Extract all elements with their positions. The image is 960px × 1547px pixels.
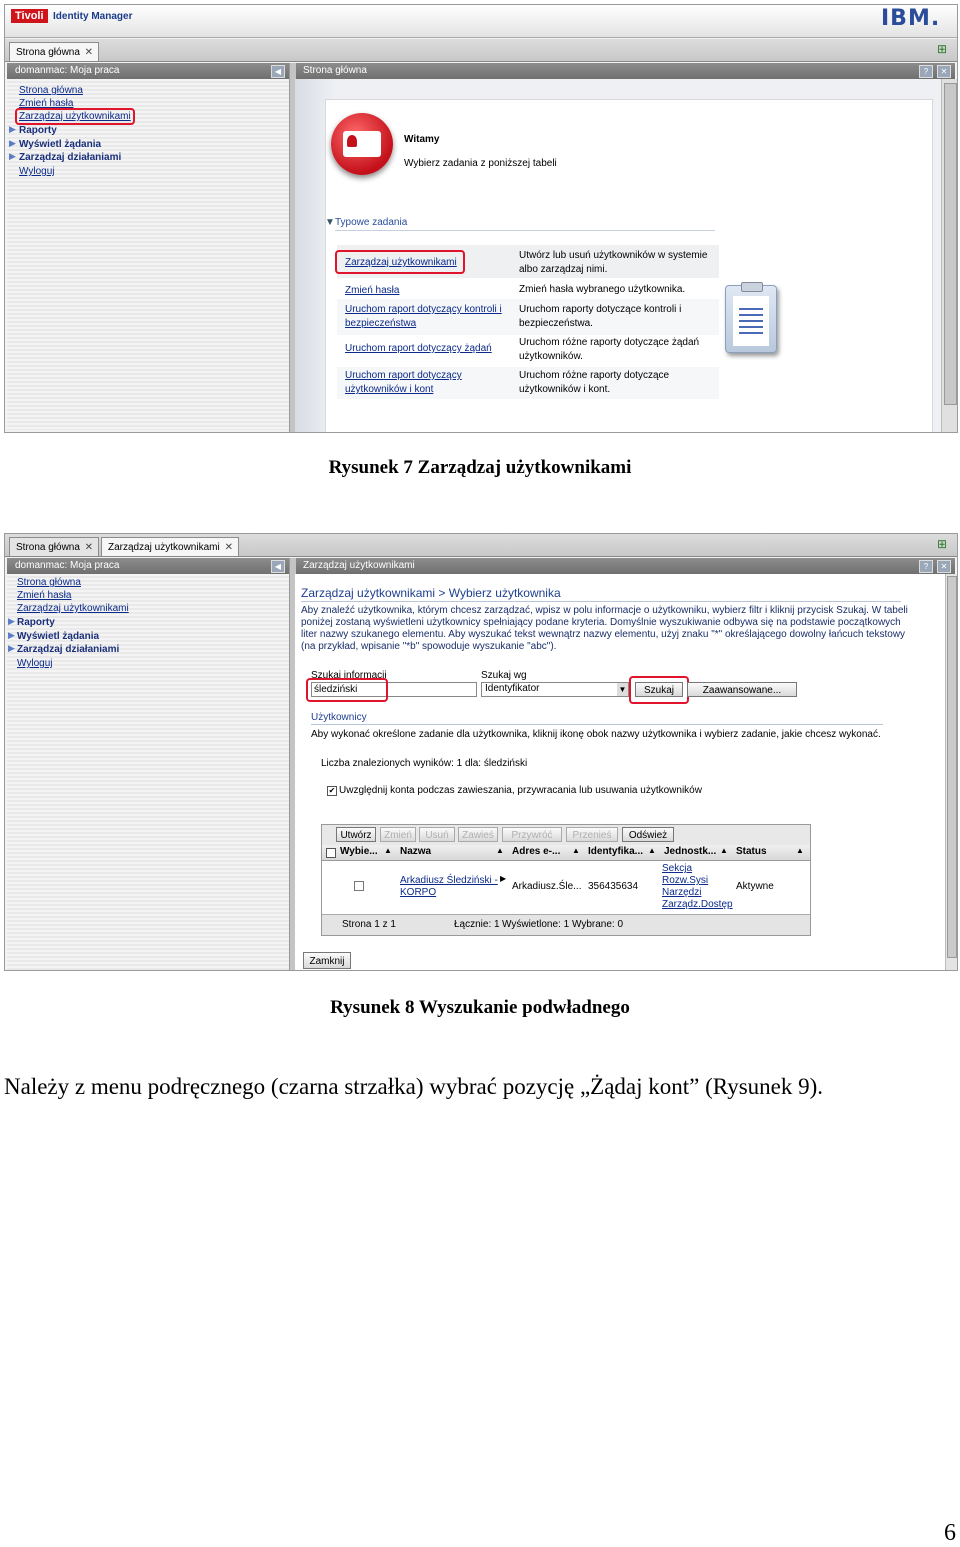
welcome-title: Witamy xyxy=(404,134,440,145)
results-count: Liczba znalezionych wyników: 1 dla: śledziński xyxy=(321,758,528,769)
task-link-change-password[interactable]: Zmień hasła xyxy=(345,285,400,296)
tivoli-badge: Tivoli xyxy=(11,9,48,23)
clipboard-icon xyxy=(725,285,777,353)
user-card-icon xyxy=(331,113,393,175)
collapse-icon[interactable]: ◀ xyxy=(271,560,285,573)
close-icon[interactable]: ✕ xyxy=(937,560,951,573)
column-header[interactable]: Nazwa xyxy=(400,846,432,857)
nav-manage-activities[interactable]: Zarządzaj działaniami xyxy=(17,644,120,655)
column-header[interactable]: Jednostk... xyxy=(664,846,717,857)
expand-icon[interactable]: ▶ xyxy=(8,630,15,640)
expand-icon[interactable]: ▶ xyxy=(8,643,15,653)
collapse-icon[interactable]: ◀ xyxy=(271,65,285,78)
include-accounts-label: Uwzględnij konta podczas zawieszania, przywracania lub usuwania użytkowników xyxy=(339,785,702,796)
highlight-nav-manage-users xyxy=(15,108,135,125)
close-icon[interactable]: ✕ xyxy=(84,47,93,58)
main-content xyxy=(295,79,941,432)
search-button[interactable]: Szukaj xyxy=(635,682,683,697)
row-menu-icon[interactable]: ▶ xyxy=(500,874,507,883)
nav-view-requests[interactable]: Wyświetl żądania xyxy=(17,631,100,642)
main-content xyxy=(295,574,945,970)
ibm-logo: IBM. xyxy=(881,6,941,31)
figure-7-caption: Rysunek 7 Zarządzaj użytkownikami xyxy=(328,457,632,478)
suspend-button[interactable]: Zawieś xyxy=(458,827,498,842)
tab-home[interactable] xyxy=(9,42,99,61)
section-underline xyxy=(335,230,715,231)
nav-change-password[interactable]: Zmień hasła xyxy=(19,98,74,109)
task-desc: Utwórz lub usuń użytkowników w systemie albo zarządzaj nimi. xyxy=(519,250,708,275)
column-header[interactable]: Status xyxy=(736,846,767,857)
sort-icon[interactable]: ▲ xyxy=(720,846,728,855)
column-header[interactable]: Wybie... xyxy=(340,846,378,857)
unit-link[interactable]: Sekcja xyxy=(662,863,693,874)
left-nav xyxy=(7,574,289,970)
highlight-search-button xyxy=(629,676,689,704)
sort-icon[interactable]: ▲ xyxy=(384,846,392,855)
scrollbar[interactable] xyxy=(941,79,958,432)
figure-8-caption: Rysunek 8 Wyszukanie podwładnego xyxy=(330,997,630,1018)
tab-bar xyxy=(5,39,957,62)
users-section-title: Użytkownicy xyxy=(311,712,367,723)
tab-manage-users[interactable] xyxy=(101,537,239,556)
modify-button[interactable]: Zmień xyxy=(380,827,416,842)
row-checkbox[interactable] xyxy=(354,881,364,891)
expand-icon[interactable]: ▶ xyxy=(9,151,16,161)
nav-reports[interactable]: Raporty xyxy=(19,125,57,136)
task-desc: Uruchom różne raporty dotyczące żądań użytkowników. xyxy=(519,337,700,362)
table-toolbar xyxy=(322,825,810,846)
tab-label: Strona główna xyxy=(16,542,80,553)
nav-manage-users[interactable]: Zarządzaj użytkownikami xyxy=(17,603,129,614)
nav-reports[interactable]: Raporty xyxy=(17,617,55,628)
instructions: Aby znaleźć użytkownika, którym chcesz zarządzać, wpisz w polu informacje o użytkowniku, wybierz filtr i kliknij przycisk Szukaj. W tabeli poniżej zostaną wyświetleni użytkownicy spełniający podane kryteria. Domyślnie wyszukiwanie odbywa się na podstawie początkowych liter nazwy szukanego elementu. Aby wyszukać tekst wewnątrz nazwy elementu, użyj znaku "*" określającego dowolny łańcuch tekstowy (na przykład, wpisanie "*b" spowoduje wyszukanie "abc"). xyxy=(301,605,908,652)
product-name: Identity Manager xyxy=(53,11,133,22)
column-header[interactable]: Adres e-... xyxy=(512,846,561,857)
help-icon[interactable]: ? xyxy=(919,65,933,78)
nav-manage-activities[interactable]: Zarządzaj działaniami xyxy=(19,152,122,163)
expand-icon[interactable]: ▶ xyxy=(8,616,15,626)
search-by-select[interactable]: Identyfikator ▼ xyxy=(481,682,629,697)
app-header xyxy=(5,5,957,38)
results-table xyxy=(321,824,811,936)
body-paragraph: Należy z menu podręcznego (czarna strzałka) wybrać pozycję „Żądaj kont” (Rysunek 9). xyxy=(4,1074,824,1099)
column-header[interactable]: Identyfika... xyxy=(588,846,644,857)
scrollbar[interactable] xyxy=(945,574,958,970)
table-header xyxy=(322,845,810,861)
expand-icon[interactable]: ▶ xyxy=(9,138,16,148)
tab-bar xyxy=(5,534,957,557)
unit-link[interactable]: Narzędzi xyxy=(662,887,702,898)
help-icon[interactable]: ? xyxy=(919,560,933,573)
restore-icon[interactable]: ⊞ xyxy=(936,537,947,551)
restore-button[interactable]: Przywróć xyxy=(502,827,562,842)
highlight-search-input xyxy=(306,678,388,702)
nav-logout[interactable]: Wyloguj xyxy=(17,658,53,669)
search-info-label: Szukaj informacji xyxy=(311,670,387,681)
table-footer: Strona 1 z 1 Łącznie: 1 Wyświetlone: 1 Wybrane: 0 xyxy=(322,914,810,935)
unit-link[interactable]: Rozw.Sysi xyxy=(662,875,709,886)
nav-home[interactable]: Strona główna xyxy=(17,577,81,588)
section-title: Typowe zadania xyxy=(335,217,408,228)
sort-icon[interactable]: ▲ xyxy=(796,846,804,855)
task-link-accounts-report[interactable]: Uruchom raport dotyczący użytkowników i kont xyxy=(345,370,462,395)
user-id: 356435634 xyxy=(588,881,639,892)
page-heading: Zarządzaj użytkownikami > Wybierz użytkownika xyxy=(301,586,561,600)
unit-link[interactable]: Zarządz.Dostęp xyxy=(662,899,733,910)
nav-change-password[interactable]: Zmień hasła xyxy=(17,590,72,601)
task-link-requests-report[interactable]: Uruchom raport dotyczący żądań xyxy=(345,343,492,354)
close-icon[interactable]: ✕ xyxy=(224,542,233,553)
user-name-link[interactable]: Arkadiusz Śledziński - KORPO xyxy=(400,875,498,898)
restore-icon[interactable]: ⊞ xyxy=(936,42,947,56)
task-link-security-report[interactable]: Uruchom raport dotyczący kontroli i bezpieczeństwa xyxy=(345,304,502,329)
sort-icon[interactable]: ▲ xyxy=(572,846,580,855)
highlight-task-manage-users xyxy=(335,250,465,274)
user-email: Arkadiusz.Śle... xyxy=(512,881,582,892)
nav-logout[interactable]: Wyloguj xyxy=(19,166,55,177)
close-button[interactable]: Zamknij xyxy=(303,952,351,969)
nav-view-requests[interactable]: Wyświetl żądania xyxy=(19,139,102,150)
section-collapse-icon[interactable]: ▼ xyxy=(325,217,335,228)
nav-home[interactable]: Strona główna xyxy=(19,85,83,96)
tab-label: Zarządzaj użytkownikami xyxy=(108,542,220,553)
expand-icon[interactable]: ▶ xyxy=(9,124,16,134)
nav-manage-users[interactable]: Zarządzaj użytkownikami xyxy=(19,111,131,122)
sort-icon[interactable]: ▲ xyxy=(496,846,504,855)
task-desc: Uruchom raporty dotyczące kontroli i bezpieczeństwa. xyxy=(519,304,682,329)
main-panel-title: Zarządzaj użytkownikami ? ✕ xyxy=(295,558,955,574)
advanced-button[interactable]: Zaawansowane... xyxy=(687,682,797,697)
page-number: 6 xyxy=(944,1520,956,1546)
close-icon[interactable]: ✕ xyxy=(937,65,951,78)
delete-button[interactable]: Usuń xyxy=(419,827,455,842)
move-button[interactable]: Przenieś xyxy=(566,827,618,842)
close-icon[interactable]: ✕ xyxy=(84,542,93,553)
left-nav xyxy=(7,79,289,430)
welcome-subtitle: Wybierz zadania z poniższej tabeli xyxy=(404,158,557,169)
chevron-down-icon[interactable]: ▼ xyxy=(618,685,627,694)
users-instructions: Aby wykonać określone zadanie dla użytkownika, kliknij ikonę obok nazwy użytkownika i wybierz zadanie, jakie chcesz wykonać. xyxy=(311,729,881,740)
main-panel-title: Strona główna ? ✕ xyxy=(295,63,955,79)
task-desc: Uruchom różne raporty dotyczące użytkowników i kont. xyxy=(519,370,670,395)
task-desc: Zmień hasła wybranego użytkownika. xyxy=(519,284,686,295)
search-by-label: Szukaj wg xyxy=(481,670,527,681)
user-status: Aktywne xyxy=(736,881,774,892)
left-panel-title: domanmac: Moja praca ◀ xyxy=(7,558,289,574)
task-link-manage-users[interactable]: Zarządzaj użytkownikami xyxy=(345,257,457,268)
include-accounts-checkbox[interactable]: ✔ xyxy=(328,786,336,795)
refresh-button[interactable]: Odśwież xyxy=(622,827,674,842)
sort-icon[interactable]: ▲ xyxy=(648,846,656,855)
create-button[interactable]: Utwórz xyxy=(336,827,376,842)
select-all-checkbox[interactable] xyxy=(326,848,336,858)
figure-7-screenshot xyxy=(4,4,958,433)
tab-label: Strona główna xyxy=(16,47,80,58)
left-panel-title: domanmac: Moja praca ◀ xyxy=(7,63,289,79)
tab-home[interactable] xyxy=(9,537,99,556)
table-row xyxy=(322,861,810,913)
figure-8-screenshot xyxy=(4,533,958,971)
